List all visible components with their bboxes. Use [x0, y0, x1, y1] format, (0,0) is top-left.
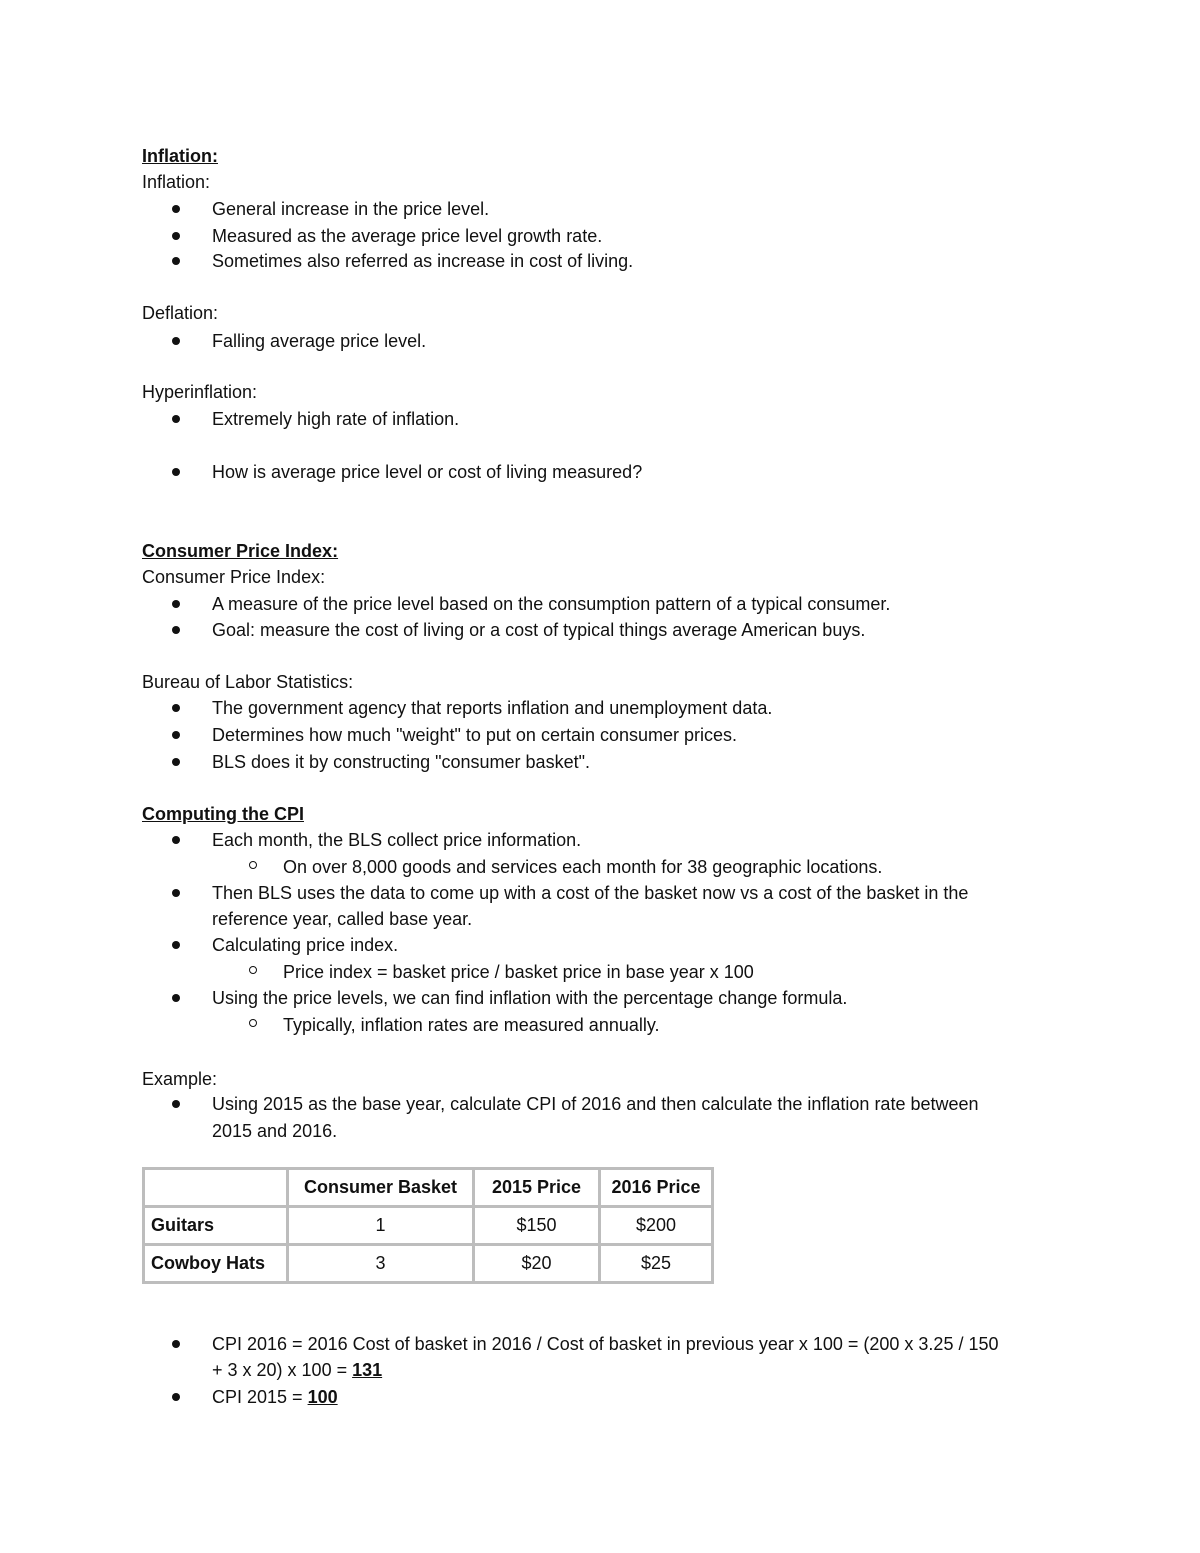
computing-bullet-2-line2: reference year, called base year.: [212, 909, 473, 929]
hyperinflation-label: Hyperinflation:: [142, 382, 258, 402]
computing-heading: Computing the CPI: [142, 804, 304, 824]
table-header-cell: [144, 1169, 288, 1207]
cpi-2015-formula: CPI 2015 =: [212, 1387, 308, 1407]
computing-bullet-2-line1: Then BLS uses the data to come up with a cost of the basket now vs a cost of the basket in the: [212, 883, 969, 903]
hyperinflation-bullet-2: How is average price level or cost of living measured?: [212, 462, 643, 482]
inflation-bullet-1: General increase in the price level.: [212, 199, 490, 219]
example-bullet-1-line2: 2015 and 2016.: [212, 1121, 338, 1141]
table-header-cell: Consumer Basket: [288, 1169, 474, 1207]
inflation-label: Inflation:: [142, 172, 211, 192]
table-cell: 3: [288, 1245, 474, 1283]
example-bullet-1-line1: Using 2015 as the base year, calculate CPI of 2016 and then calculate the inflation rate between: [212, 1094, 979, 1114]
hyperinflation-bullet-1: Extremely high rate of inflation.: [212, 409, 460, 429]
bls-bullet-2: Determines how much "weight" to put on certain consumer prices.: [212, 725, 738, 745]
bullet-icon: [172, 468, 180, 476]
cpi-2016-line1: CPI 2016 = 2016 Cost of basket in 2016 / Cost of basket in previous year x 100 = (200 x 3.25 / 150: [212, 1334, 999, 1354]
example-label: Example:: [142, 1069, 218, 1089]
cpi-2016-formula: + 3 x 20) x 100 =: [212, 1360, 353, 1380]
table-header-cell: 2016 Price: [600, 1169, 713, 1207]
computing-sub-bullet-1: On over 8,000 goods and services each month for 38 geographic locations.: [283, 857, 883, 877]
cpi-bullet-2: Goal: measure the cost of living or a cost of typical things average American buys.: [212, 620, 866, 640]
bullet-icon: [172, 205, 180, 213]
bullet-icon: [172, 758, 180, 766]
bullet-icon: [172, 600, 180, 608]
bullet-icon: [172, 626, 180, 634]
inflation-bullet-3: Sometimes also referred as increase in cost of living.: [212, 251, 634, 271]
table-cell: $200: [600, 1207, 713, 1245]
inflation-bullet-2: Measured as the average price level growth rate.: [212, 226, 603, 246]
bullet-icon: [172, 1100, 180, 1108]
table-header-cell: 2015 Price: [474, 1169, 600, 1207]
sub-bullet-icon: [249, 1019, 257, 1027]
bullet-icon: [172, 889, 180, 897]
sub-bullet-icon: [249, 966, 257, 974]
computing-sub-bullet-4: Typically, inflation rates are measured annually.: [283, 1015, 660, 1035]
table-header-row: [144, 1169, 713, 1207]
bls-bullet-3: BLS does it by constructing "consumer basket".: [212, 752, 590, 772]
deflation-bullet-1: Falling average price level.: [212, 331, 427, 351]
cpi-label: Consumer Price Index:: [142, 567, 326, 587]
cpi-2015-line: [212, 1385, 338, 1409]
table-cell: 1: [288, 1207, 474, 1245]
bullet-icon: [172, 1340, 180, 1348]
bullet-icon: [172, 994, 180, 1002]
computing-sub-bullet-3: Price index = basket price / basket price in base year x 100: [283, 962, 754, 982]
bullet-icon: [172, 415, 180, 423]
bullet-icon: [172, 704, 180, 712]
bullet-icon: [172, 1393, 180, 1401]
bls-label: Bureau of Labor Statistics:: [142, 672, 354, 692]
table-cell: $20: [474, 1245, 600, 1283]
deflation-label: Deflation:: [142, 303, 219, 323]
bls-bullet-1: The government agency that reports inflation and unemployment data.: [212, 698, 773, 718]
table-cell: $25: [600, 1245, 713, 1283]
cpi-bullet-1: A measure of the price level based on the consumption pattern of a typical consumer.: [212, 594, 891, 614]
bullet-icon: [172, 731, 180, 739]
computing-bullet-4: Using the price levels, we can find inflation with the percentage change formula.: [212, 988, 848, 1008]
cpi-2015-value: 100: [307, 1387, 338, 1407]
table-cell-item: Cowboy Hats: [144, 1245, 288, 1283]
table-row: [144, 1207, 713, 1245]
bullet-icon: [172, 232, 180, 240]
bullet-icon: [172, 337, 180, 345]
bullet-icon: [172, 257, 180, 265]
inflation-heading: Inflation:: [142, 146, 218, 166]
bullet-icon: [172, 941, 180, 949]
computing-bullet-3: Calculating price index.: [212, 935, 399, 955]
table-row: [144, 1245, 713, 1283]
computing-bullet-1: Each month, the BLS collect price information.: [212, 830, 582, 850]
cpi-heading: Consumer Price Index:: [142, 541, 339, 561]
sub-bullet-icon: [249, 861, 257, 869]
bullet-icon: [172, 836, 180, 844]
table-cell: $150: [474, 1207, 600, 1245]
table-cell-item: Guitars: [144, 1207, 288, 1245]
cpi-2016-line2: [212, 1358, 382, 1382]
cpi-2016-value: 131: [352, 1360, 383, 1380]
consumer-basket-table: [142, 1167, 714, 1284]
